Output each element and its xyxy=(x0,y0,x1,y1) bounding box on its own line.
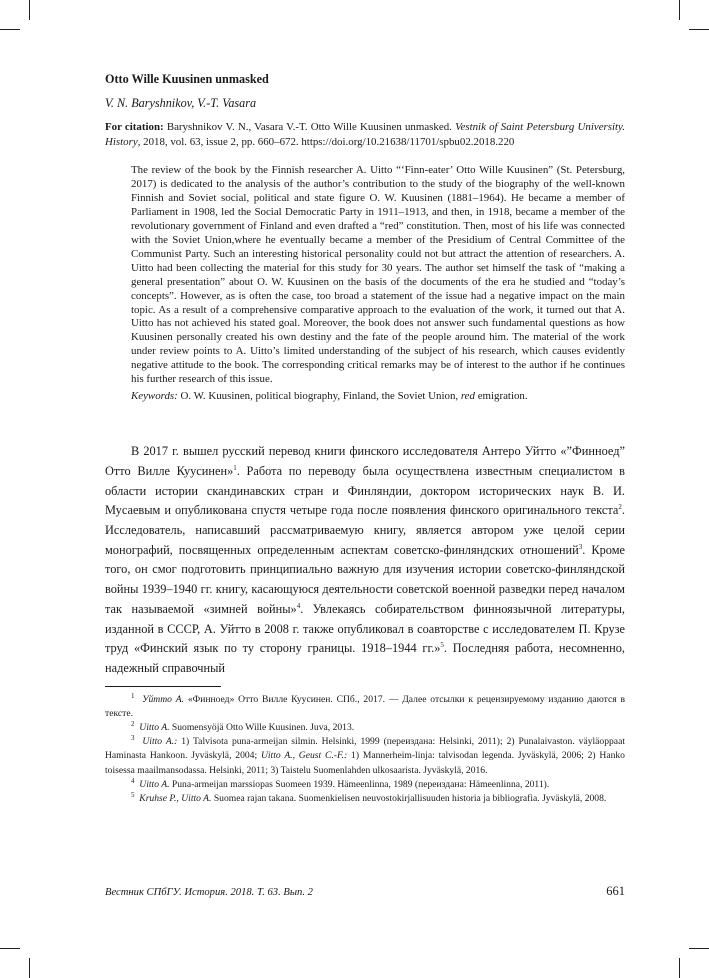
footnote-ref[interactable]: 5 xyxy=(440,641,444,650)
footer-journal: Вестник СПбГУ. История. 2018. Т. 63. Вып. 2 xyxy=(105,887,313,898)
footnote-author: Uitto A., Geust C.-F.: xyxy=(260,750,348,762)
footnote-text: 1) Mannerheim-linja: talvisodan legenda. Jyväskylä, 2006; 2) Hanko toisessa maailmansodassa. Helsinki, 2011; 3) Taistelu Suomenlahden ulkosaarista. Jyväskylä, 2016. xyxy=(105,750,625,776)
body-sentence: . Исследователь, написавший рассматриваемую книгу, является автором уже целой серии монографий, посвященных определенным аспектам советско-финляндских отношений xyxy=(105,503,625,557)
citation-label: For citation: xyxy=(105,121,164,133)
footnote-author: Kruhse P., Uitto A. xyxy=(139,793,212,805)
body-sentence: . Работа по переводу была осуществлена известным специалистом в области истории скандинавских стран и Финляндии, доктором исторических наук В. И. Мусаевым и опубликована спустя четыре года после появления финского оригинального текста xyxy=(105,463,625,518)
page-footer xyxy=(105,884,625,904)
abstract-block xyxy=(131,164,625,404)
footnote-ref[interactable]: 3 xyxy=(578,542,583,551)
footnote-ref[interactable]: 2 xyxy=(618,503,622,512)
keywords-line xyxy=(131,390,625,404)
crop-mark xyxy=(679,0,680,20)
body-sentence: . Увлекаясь собирательством финноязычной литературы, изданной в СССР, А. Уйтто в 2008 г. также опубликовал в соавторстве с исследователем П. Крузе труд «Финский язык по ту сторону границы. 1918–1944 гг.» xyxy=(105,601,626,656)
footnote-ref[interactable]: 4 xyxy=(296,601,301,610)
footnote-item xyxy=(105,792,625,806)
body-sentence: . Кроме того, он смог подготовить принципиально важную для изучения истории советско-финляндской войны 1939–1940 гг. книгу, касающуюся деятельности советской военной разведки перед началом так называемой «зимней войны» xyxy=(105,542,625,616)
page-content xyxy=(105,72,625,806)
keywords-italic: red xyxy=(460,390,475,403)
citation-tail: , 2018, vol. 63, issue 2, pp. 660–672. https://doi.org/10.21638/11701/spbu02.2018.220 xyxy=(137,136,515,148)
footnote-text: Suomea rajan takana. Suomenkielisen neuvostokirjallisuuden historia ja bibliografia. Jyväskylä, 2008. xyxy=(211,793,607,805)
footnote-number: 5 xyxy=(131,790,135,799)
crop-mark xyxy=(29,0,30,20)
footnote-text: Suomensyöjä Otto Wille Kuusinen. Juva, 2013. xyxy=(169,722,355,734)
footnote-author: Uitto A. xyxy=(139,778,170,790)
footnote-number: 1 xyxy=(131,691,135,700)
footnote-item xyxy=(105,778,625,792)
abstract-text: The review of the book by the Finnish researcher A. Uitto “‘Finn-eater’ Otto Wille Kuusinen” (St. Petersburg, 2017) is dedicated to the analysis of the author’s contribution to the study of the biography of the well-known Finnish and Soviet social, political and state figure O. W. Kuusinen (1881–1964). He became a member of Parliament in 1908, led the Social Democratic Party in 1911–1913, and then, in 1918, became a member of the revolutionary government of Finland and even drafted a “red” constitution. Then, most of his life was connected with the Soviet Union,where he eventually became a member of the Presidium of Central Committee of the Communist Party. Such an interesting historical personality could not but attract the attention of researchers. A. Uitto had been collecting the material for this study for 30 years. The author set himself the task of “making a general presentation” about O. W. Kuusinen on the basis of the documents of the era he studied and “today’s concepts”. However, as is often the case, too broad a statement of the issue had a negative impact on the main topic. As a result of a comprehensive comparative approach to the evaluation of the work, it turned out that A. Uitto has not achieved his stated goal. Moreover, the book does not answer such fundamental questions as how Kuusinen personally created his own destiny and the fate of the people around him. The material of the work under review points to A. Uitto’s limited understanding of the subject of his research, which causes evidently negative attitude to the book. The corresponding critical remarks may be of interest to the author if he continues his further research of this issue. xyxy=(131,164,625,386)
page-number: 661 xyxy=(606,884,625,898)
footnote-item xyxy=(105,721,625,735)
crop-mark xyxy=(689,948,709,949)
crop-mark xyxy=(679,958,680,978)
footnote-item xyxy=(105,693,625,721)
citation-lead: Baryshnikov V. N., Vasara V.-T. Otto Wille Kuusinen unmasked. xyxy=(163,121,456,133)
footnote-text: «Финноед» Отто Вилле Куусинен. СПб., 2017. — Далее отсылки к рецензируемому изданию даются в тексте. xyxy=(105,693,626,719)
footnote-text: 1) Talvisota puna-armeijan silmin. Helsinki, 1999 (переиздана: Helsinki, 2011); 2) Punalaivaston. väyläoppaat Haminasta Hankoon. Jyväskylä, 2004; xyxy=(105,736,625,762)
body-sentence: В 2017 г. вышел русский перевод книги финского исследователя Антеро Уйтто «”Финноед” Отто Вилле Куусинен» xyxy=(105,444,625,478)
body-paragraph xyxy=(105,442,625,678)
footnote-text: Puna-armeijan marssiopas Suomeen 1939. Hämeenlinna, 1989 (переиздана: Hämeenlinna, 2011). xyxy=(169,778,550,790)
citation-journal: Vestnik of Saint Petersburg University. History xyxy=(105,121,626,148)
footnote-author: Uitto A.: xyxy=(142,736,178,748)
footnotes-block xyxy=(105,693,625,807)
footnote-number: 3 xyxy=(131,734,135,743)
footnote-divider xyxy=(105,686,221,687)
crop-mark xyxy=(0,29,20,30)
crop-mark xyxy=(689,29,709,30)
crop-mark xyxy=(29,958,30,978)
body-sentence: . Последняя работа, несомненно, надежный справочный xyxy=(105,641,626,675)
footnote-number: 4 xyxy=(131,776,135,785)
footnote-author: Уйтто А. xyxy=(142,693,185,705)
footnote-ref[interactable]: 1 xyxy=(233,463,237,472)
article-title: Otto Wille Kuusinen unmasked xyxy=(105,72,269,86)
keywords-label: Keywords: xyxy=(131,390,178,403)
keywords-text: O. W. Kuusinen, political biography, Finland, the Soviet Union, xyxy=(177,390,461,403)
footnote-item xyxy=(105,735,625,778)
keywords-end: emigration. xyxy=(474,390,528,403)
crop-mark xyxy=(0,948,20,949)
citation-block xyxy=(105,120,625,150)
footnote-number: 2 xyxy=(131,719,135,728)
article-authors: V. N. Baryshnikov, V.-T. Vasara xyxy=(105,96,257,110)
footnote-author: Uitto A. xyxy=(139,722,170,734)
